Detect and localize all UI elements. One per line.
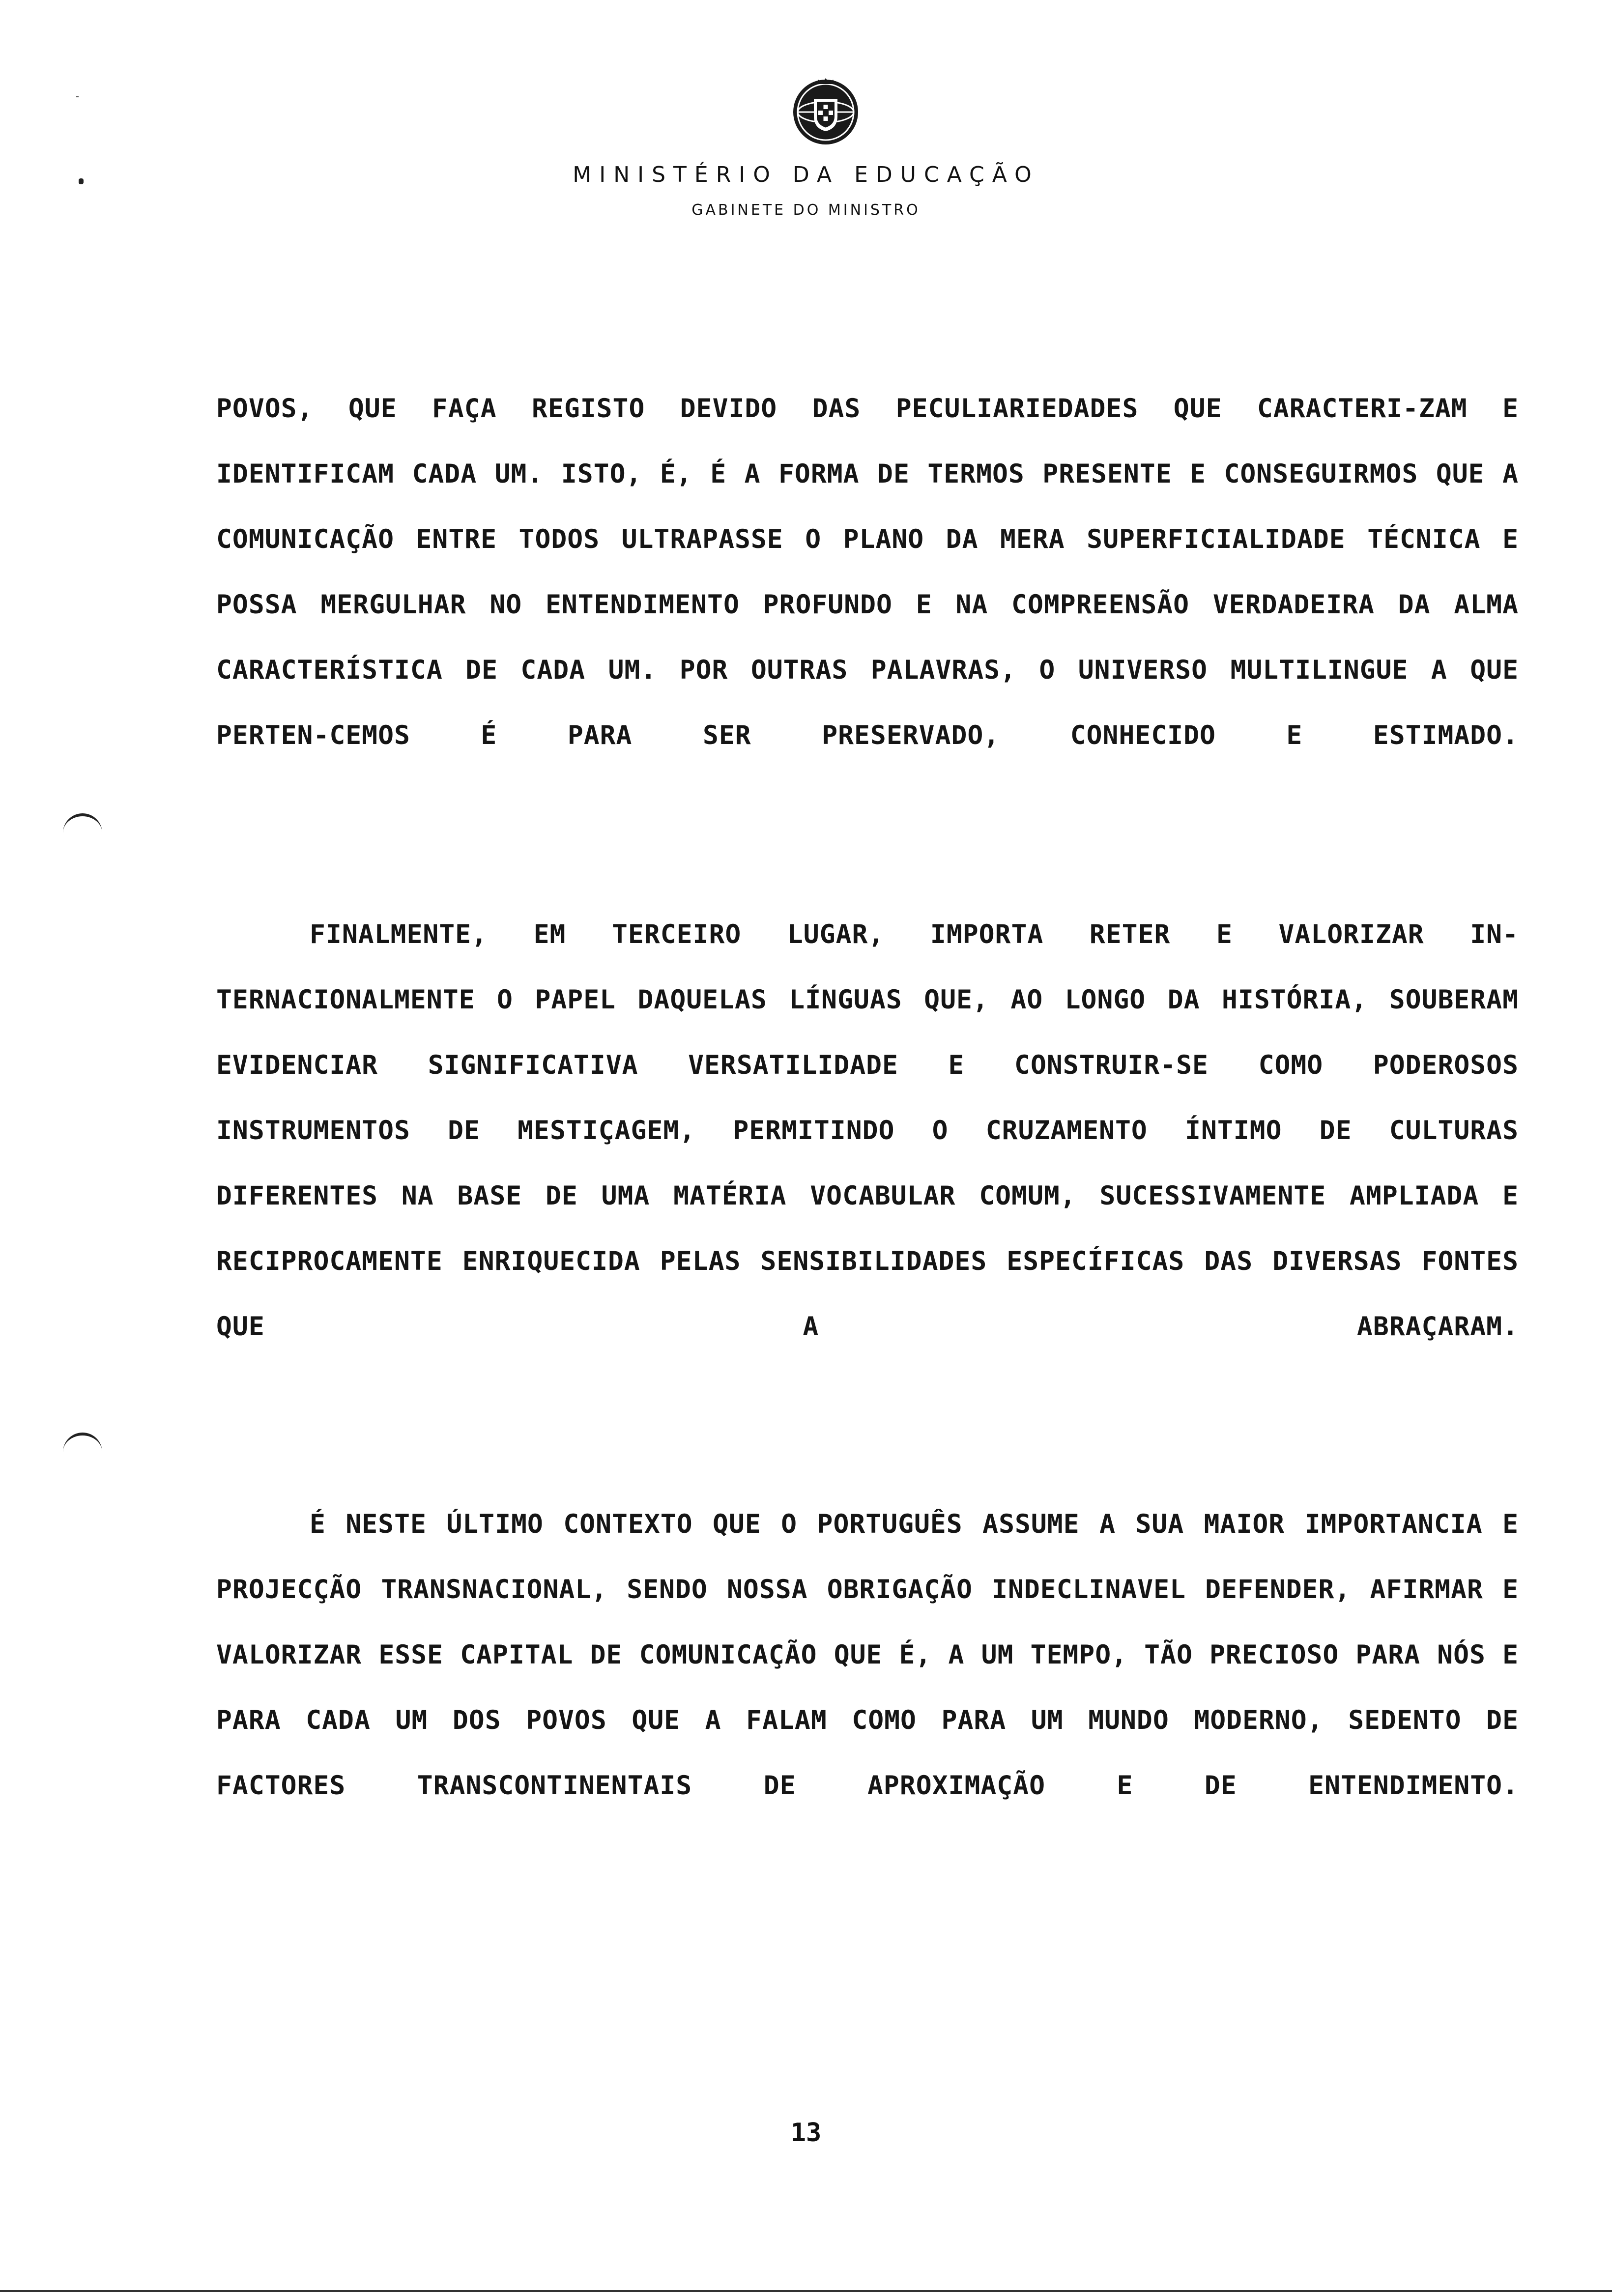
punch-hole-mark [63, 813, 102, 846]
ministry-heading: MINISTÉRIO DA EDUCAÇÃO [573, 162, 1039, 187]
body-paragraph: POVOS, QUE FAÇA REGISTO DEVIDO DAS PECULIARIEDADES QUE CARACTERI-ZAM E IDENTIFICAM CADA UM. ISTO, É, É A FORMA DE TERMOS PRESENTE E CONSEGUIRMOS QUE A COMUNICAÇÃO ENTRE TODOS ULTRAPASSE O PLANO DA MERA SUPERFICIALIDADE TÉCNICA E POSSA MERGULHAR NO ENTENDIMENTO PROFUNDO E NA COMPREENSÃO VERDADEIRA DA ALMA CARACTERÍSTICA DE CADA UM. POR OUTRAS PALAVRAS, O UNIVERSO MULTILINGUE A QUE PERTEN-CEMOS É PARA SER PRESERVADO, CONHECIDO E ESTIMADO. [216, 394, 1519, 750]
page-number: 13 [790, 2118, 822, 2148]
scan-speck [76, 96, 79, 97]
body-paragraph: É NESTE ÚLTIMO CONTEXTO QUE O PORTUGUÊS ASSUME A SUA MAIOR IMPORTANCIA E PROJECÇÃO TRANSNACIONAL, SENDO NOSSA OBRIGAÇÃO INDECLINAVEL DEFENDER, AFIRMAR E VALORIZAR ESSE CAPITAL DE COMUNICAÇÃO QUE É, A UM TEMPO, TÃO PRECIOSO PARA NÓS E PARA CADA UM DOS POVOS QUE A FALAM COMO PARA UM MUNDO MODERNO, SEDENTO DE FACTORES TRANSCONTINENTAIS DE APROXIMAÇÃO E DE ENTENDIMENTO. [216, 1509, 1519, 1801]
scan-edge-line [0, 2290, 1612, 2292]
cabinet-subheading: GABINETE DO MINISTRO [691, 201, 921, 219]
punch-hole-mark [63, 1433, 102, 1465]
portuguese-coat-of-arms-icon [789, 74, 863, 147]
body-paragraph: FINALMENTE, EM TERCEIRO LUGAR, IMPORTA RETER E VALORIZAR IN-TERNACIONALMENTE O PAPEL DAQUELAS LÍNGUAS QUE, AO LONGO DA HISTÓRIA, SOUBERAM EVIDENCIAR SIGNIFICATIVA VERSATILIDADE E CONSTRUIR-SE COMO PODEROSOS INSTRUMENTOS DE MESTIÇAGEM, PERMITINDO O CRUZAMENTO ÍNTIMO DE CULTURAS DIFERENTES NA BASE DE UMA MATÉRIA VOCABULAR COMUM, SUCESSIVAMENTE AMPLIADA E RECIPROCAMENTE ENRIQUECIDA PELAS SENSIBILIDADES ESPECÍFICAS DAS DIVERSAS FONTES QUE A ABRAÇARAM. [216, 919, 1519, 1342]
